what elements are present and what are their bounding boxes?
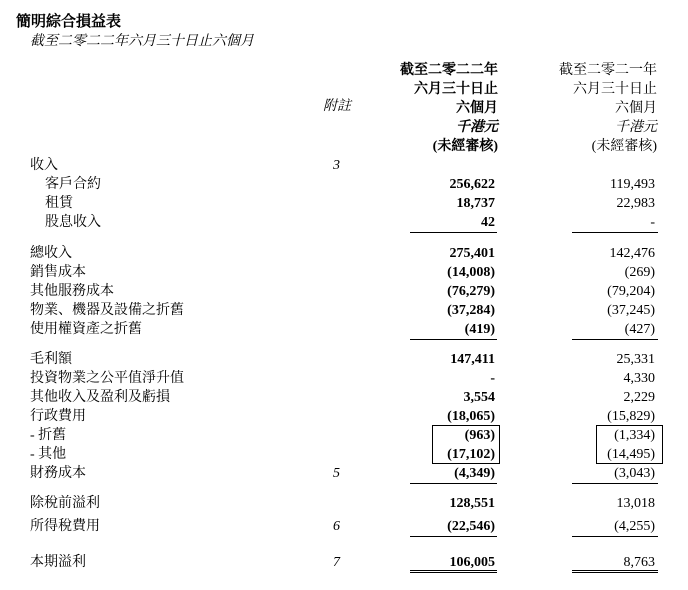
row-label: 毛利額 <box>30 352 72 367</box>
row-cost-of-sales <box>0 263 688 282</box>
prior-period-header <box>559 61 657 156</box>
row-current-value: (963) <box>464 428 495 443</box>
subtotal-rule <box>410 536 497 537</box>
row-note: 3 <box>333 158 340 173</box>
row-dividend-income <box>0 213 688 232</box>
row-prior-value: (79,204) <box>607 284 655 299</box>
subtotal-rule <box>410 232 497 233</box>
row-current-value: (37,284) <box>447 303 495 318</box>
row-label: 所得稅費用 <box>30 519 100 534</box>
prior-header-line2: 六月三十日止 <box>573 82 657 97</box>
subtotal-rule <box>410 339 497 340</box>
row-current-value: (14,008) <box>447 265 495 280</box>
row-note: 6 <box>333 519 340 534</box>
row-profit-before-tax <box>0 494 688 513</box>
row-leases <box>0 194 688 213</box>
row-label: 本期溢利 <box>30 555 86 570</box>
row-prior-value: (1,334) <box>614 428 655 443</box>
row-current-value: 106,005 <box>449 555 495 570</box>
current-header-audit: (未經審核) <box>432 139 498 154</box>
row-prior-value: 119,493 <box>610 177 655 192</box>
row-label: - 折舊 <box>30 428 67 443</box>
row-current-value: (22,546) <box>447 519 495 534</box>
row-rou-depreciation <box>0 320 688 339</box>
row-current-value: 42 <box>481 215 495 230</box>
row-prior-value: (15,829) <box>607 409 655 424</box>
row-current-value: (18,065) <box>447 409 495 424</box>
row-total-revenue <box>0 244 688 263</box>
row-current-value: 256,622 <box>449 177 495 192</box>
current-header-line2: 六月三十日止 <box>414 82 498 97</box>
row-current-value: 147,411 <box>450 352 495 367</box>
statement-subtitle: 截至二零二二年六月三十日止六個月 <box>30 34 254 49</box>
row-label: 客戶合約 <box>45 177 101 192</box>
current-header-line1: 截至二零二二年 <box>400 63 498 78</box>
row-current-value: - <box>490 371 495 386</box>
row-income-tax <box>0 517 688 536</box>
row-prior-value: 22,983 <box>616 196 655 211</box>
row-label: 除稅前溢利 <box>30 496 100 511</box>
row-prior-value: - <box>650 215 655 230</box>
subtotal-rule <box>572 339 658 340</box>
subtotal-rule <box>572 536 658 537</box>
row-label: 其他收入及盈利及虧損 <box>30 390 170 405</box>
row-label: 財務成本 <box>30 466 86 481</box>
row-prior-value: (37,245) <box>607 303 655 318</box>
row-label: 股息收入 <box>45 215 101 230</box>
row-label: 其他服務成本 <box>30 284 114 299</box>
subtotal-rule <box>572 483 658 484</box>
row-note: 5 <box>333 466 340 481</box>
row-current-value: 3,554 <box>463 390 495 405</box>
row-admin-other <box>0 445 688 464</box>
prior-header-line1: 截至二零二一年 <box>559 63 657 78</box>
row-prior-value: 25,331 <box>616 352 655 367</box>
row-current-value: (4,349) <box>454 466 495 481</box>
row-prior-value: 4,330 <box>623 371 655 386</box>
subtotal-rule <box>410 483 497 484</box>
statement-title: 簡明綜合損益表 <box>16 14 122 30</box>
row-label: 使用權資產之折舊 <box>30 322 142 337</box>
prior-header-line3: 六個月 <box>615 101 657 116</box>
note-column-header: 附註 <box>323 99 351 114</box>
row-current-value: 18,737 <box>456 196 495 211</box>
row-prior-value: 142,476 <box>609 246 655 261</box>
row-current-value: 275,401 <box>449 246 495 261</box>
total-double-rule <box>410 570 497 573</box>
row-prior-value: (427) <box>624 322 655 337</box>
row-current-value: 128,551 <box>449 496 495 511</box>
highlight-box-current <box>432 425 500 464</box>
row-label: 行政費用 <box>30 409 86 424</box>
row-other-income <box>0 388 688 407</box>
total-double-rule <box>572 570 658 573</box>
current-period-header <box>400 61 498 156</box>
prior-header-unit: 千港元 <box>615 120 657 135</box>
row-other-service-costs <box>0 282 688 301</box>
row-prior-value: (269) <box>624 265 655 280</box>
row-revenue <box>0 156 688 175</box>
row-label: 物業、機器及設備之折舊 <box>30 303 184 318</box>
current-header-unit: 千港元 <box>456 120 498 135</box>
row-prior-value: (3,043) <box>614 466 655 481</box>
row-prior-value: 2,229 <box>623 390 655 405</box>
current-header-line3: 六個月 <box>456 101 498 116</box>
row-prior-value: (14,495) <box>607 447 655 462</box>
prior-header-audit: (未經審核) <box>591 139 657 154</box>
row-customer-contracts <box>0 175 688 194</box>
row-note: 7 <box>333 555 340 570</box>
row-prior-value: 8,763 <box>623 555 655 570</box>
row-label: - 其他 <box>30 447 67 462</box>
row-prior-value: 13,018 <box>616 496 655 511</box>
subtotal-rule <box>572 232 658 233</box>
row-current-value: (76,279) <box>447 284 495 299</box>
row-label: 收入 <box>30 158 58 173</box>
row-admin-depreciation <box>0 426 688 445</box>
row-label: 銷售成本 <box>30 265 86 280</box>
row-fair-value-gain <box>0 369 688 388</box>
row-current-value: (419) <box>464 322 495 337</box>
row-finance-costs <box>0 464 688 483</box>
row-admin-expenses <box>0 407 688 426</box>
row-label: 投資物業之公平值淨升值 <box>30 371 184 386</box>
row-prior-value: (4,255) <box>614 519 655 534</box>
row-label: 總收入 <box>30 246 72 261</box>
highlight-box-prior <box>596 425 663 464</box>
row-current-value: (17,102) <box>447 447 495 462</box>
row-ppe-depreciation <box>0 301 688 320</box>
row-label: 租賃 <box>45 196 73 211</box>
row-gross-profit <box>0 350 688 369</box>
